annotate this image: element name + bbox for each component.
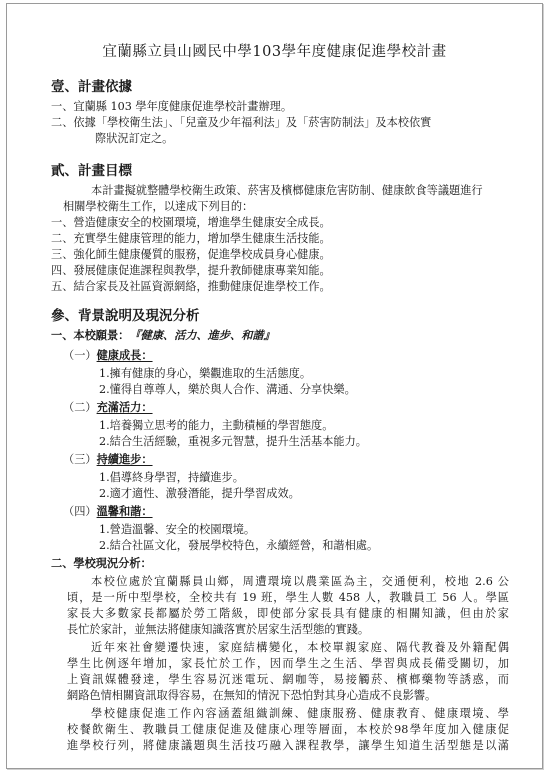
analysis-paragraph-line: 校餐飲衛生、教職員工健康促進及健康心理等層面，本校於98學年度加入健康促: [67, 723, 509, 736]
group-item: 2.適才適性、激發潛能，提升學習成效。: [99, 487, 300, 500]
basis-item-continued: 際狀況訂定之。: [95, 132, 174, 145]
goal-item: 二、充實學生健康管理的能力，增加學生健康生活技能。: [51, 232, 331, 245]
goal-item: 一、營造健康安全的校園環境，增進學生健康安全成長。: [51, 216, 331, 229]
group-item: 2.結合生活經驗，重視多元智慧，提升生活基本能力。: [99, 435, 367, 448]
group-item: 1.倡導終身學習，持續進步。: [99, 471, 244, 484]
analysis-paragraph-line: 近年來社會變遷快速，家庭結構變化，本校單親家庭、隔代教養及外籍配偶: [91, 641, 509, 654]
group-label: 溫馨和諧：: [96, 505, 153, 518]
group-number: （二）: [63, 401, 97, 414]
goal-item: 三、強化師生健康優質的服務，促進學校成員身心健康。: [51, 248, 331, 261]
group-label: 充滿活力：: [96, 401, 153, 414]
vision-group-header: [63, 452, 153, 468]
analysis-label: 二、學校現況分析：: [51, 557, 152, 570]
section-heading-goals: 貳、計畫目標: [51, 163, 132, 179]
goal-item: 四、發展健康促進課程與教學，提升教師健康專業知能。: [51, 264, 331, 277]
vision-group-header: [63, 504, 153, 520]
basis-item: 一、宜蘭縣 103 學年度健康促進學校計畫辦理。: [51, 100, 293, 113]
analysis-paragraph-line: 網路色情相關資訊取得容易，在無知的情況下恐怕對其身心造成不良影響。: [67, 689, 437, 702]
section-heading-basis: 壹、計畫依據: [51, 79, 132, 95]
analysis-paragraph-line: 學生比例逐年增加，家長忙於工作，因而學生之生活、學習與成長備受關切，加: [67, 657, 509, 670]
vision-group-header: [63, 348, 153, 364]
vision-label: 一、本校願景：: [51, 329, 130, 342]
vision-value: 『健康、活力、進步、和諧』: [129, 329, 275, 342]
group-item: 1.營造溫馨、安全的校園環境。: [99, 523, 256, 536]
vision-group-header: [63, 400, 153, 416]
analysis-paragraph-line: 家長大多數家長都屬於勞工階級，即使部分家長具有健康的相關知識，但由於家: [67, 607, 509, 620]
goal-item: 五、結合家長及社區資源網絡，推動健康促進學校工作。: [51, 280, 331, 293]
group-item: 2.懂得自尊尊人，樂於與人合作、溝通、分享快樂。: [99, 383, 356, 396]
group-item: 1.擁有健康的身心，樂觀進取的生活態度。: [99, 367, 312, 380]
analysis-paragraph-line: 進學校行列，將健康議題與生活技巧融入課程教學，讓學生知道生活型態是以滿: [67, 739, 509, 752]
goals-intro-line: 本計畫擬就整體學校衛生政策、菸害及檳榔健康危害防制、健康飲食等議題進行: [91, 184, 483, 197]
group-number: （四）: [63, 505, 97, 518]
group-label: 持續進步：: [96, 453, 153, 466]
analysis-paragraph-line: 頃，是一所中型學校，全校共有 19 班，學生人數 458 人，教職員工 56 人。學區: [67, 591, 509, 604]
group-item: 2.結合社區文化，發展學校特色，永續經營，和諧相處。: [99, 539, 379, 552]
group-item: 1.培養獨立思考的能力，主動積極的學習態度。: [99, 419, 334, 432]
group-label: 健康成長：: [96, 349, 153, 362]
vision-line: [51, 328, 275, 344]
group-number: （三）: [63, 453, 97, 466]
group-number: （一）: [63, 349, 97, 362]
basis-item: 二、依據「學校衛生法」、「兒童及少年福利法」及「菸害防制法」及本校依實: [51, 116, 432, 129]
document-title: 宜蘭縣立員山國民中學103學年度健康促進學校計畫: [102, 44, 447, 60]
goals-intro-line: 相關學校衛生工作，以達成下列目的：: [63, 200, 254, 213]
analysis-paragraph-line: 長忙於家計，並無法將健康知識落實於居家生活型態的實踐。: [67, 623, 370, 636]
analysis-paragraph-line: 上資訊媒體發達，學生容易沉迷電玩、網咖等，易接觸菸、檳榔藥物等誘惑，而: [67, 673, 509, 686]
document-page: [6, 3, 543, 769]
analysis-paragraph-line: 本校位處於宜蘭縣員山鄉，周遭環境以農業區為主，交通便利，校地 2.6 公: [91, 575, 509, 588]
analysis-paragraph-line: 學校健康促進工作內容涵蓋組織訓練、健康服務、健康教育、健康環境、學: [91, 707, 509, 720]
section-heading-background: 參、背景說明及現況分析: [51, 308, 200, 324]
